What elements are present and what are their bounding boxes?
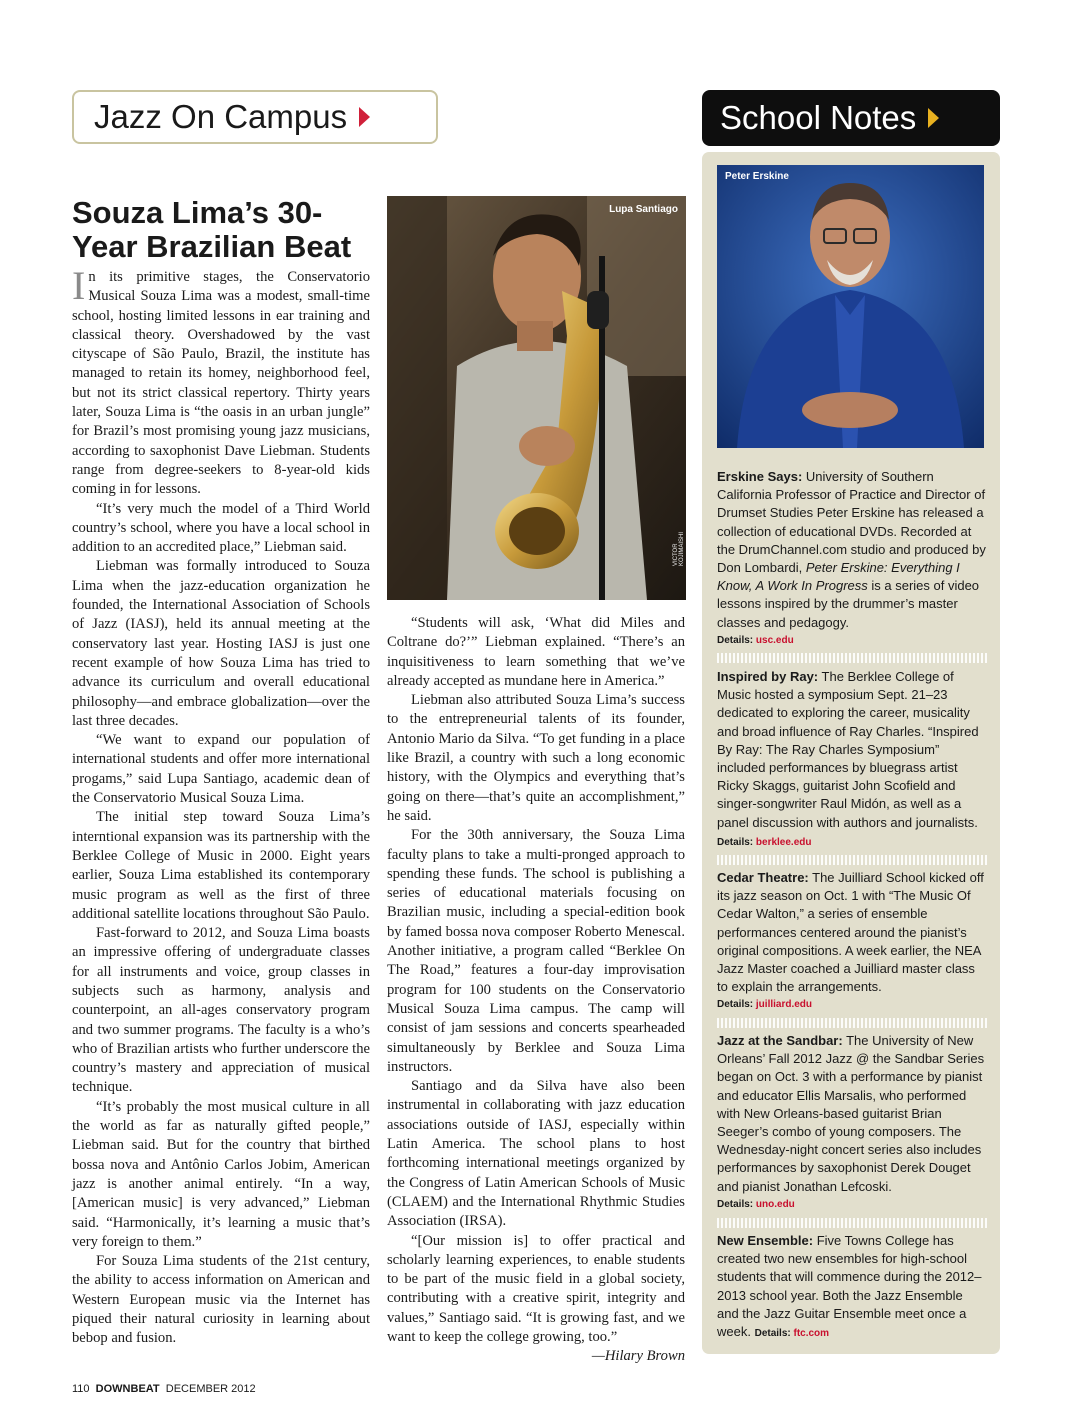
article-paragraph: “It’s probably the most musical culture in all the world as far as naturally gifted people,” Liebman said. But for the country that birthed bossa nova and Antônio Carlos Jobim, American jazz is another animal entirely. “In a way, [American music] is very advanced,” Liebman said. “Harmonically, it’s learning a music that’s very foreign to them.” [72,1098,370,1250]
divider [717,653,987,663]
note-details [717,996,987,1014]
note-details [717,1196,987,1214]
section-header-jazz-on-campus [72,90,438,144]
article-paragraph: Liebman also attributed Souza Lima’s success to the entrepreneurial talents of its founder, Antonio Mario da Silva. “To get funding in a place like Brazil, a country with such a long economic history, with the Olympics and everything that’s going on there—that’s quite an accomplishment,” he said. [387,692,685,824]
page-footer [72,1383,256,1395]
details-label: Details: [717,836,754,848]
divider [717,1018,987,1028]
article-paragraph: Fast-forward to 2012, and Souza Lima boasts an impressive offering of undergraduate classes for all instruments and voice, group classes in subjects such as harmony, analysis and counterpoint, an all-ages conservatory program and two summer programs. The faculty is a who’s who of Brazilian artists who further underscore the country’s mastery and appreciation of musical technique. [72,925,370,1096]
article-paragraph: “Students will ask, ‘What did Miles and Coltrane do?’” Liebman explained. “There’s an inquisitiveness to learn something that we’ve already accepted as mundane here in America.” [387,615,685,689]
photo-caption: Peter Erskine [725,171,789,182]
photo-caption: Lupa Santiago [609,204,678,215]
section-title: Jazz On Campus [94,98,348,135]
note-item [717,468,987,650]
note-title: Inspired by Ray: [717,669,819,684]
section-header-school-notes [702,90,1000,146]
article-paragraph: “It’s very much the model of a Third World country’s school, where you have a local school in addition to an accredited place,” Liebman said. [72,500,370,556]
drop-cap: I [72,263,86,308]
issue-date: DECEMBER 2012 [165,1383,256,1395]
note-item [717,1032,987,1214]
article-paragraph: Santiago and da Silva have also been instrumental in collaborating with jazz education associations outside of IASJ, especially within Latin America. The school plans to host forthcoming international meetings organized by the Congress of Latin American Schools of Music (CLAEM) and the International Rhythmic Studies Association (IRSA). [387,1078,685,1230]
article-paragraph: The initial step toward Souza Lima’s interntional expansion was its partnership with the Berklee College of Music in 2000. Eight years earlier, Souza Lima established its contemporary music program as well as the first of three additional satellite locations throughout São Paulo. [72,809,370,922]
note-item [717,668,987,852]
details-label: Details: [754,1328,791,1340]
byline: —Hilary Brown [591,1348,685,1365]
note-title: Erskine Says: [717,469,803,484]
article-paragraph: Liebman was formally introduced to Souza Lima when the jazz-education organization he founded, the International Association of Schools of Jazz (IASJ), held its annual meeting at the conservatory last year. Hosting IASJ is just one recent example of how Souza Lima has tried to advance its curriculum and overall educational philosophy—and embrace globalization—over the last three decades. [72,558,370,729]
photo-lupa-santiago [387,196,686,600]
divider [717,855,987,865]
portrait-illustration [717,165,984,448]
section-title: School Notes [720,99,917,136]
note-title: New Ensemble: [717,1233,814,1248]
divider [717,1218,987,1228]
details-label: Details: [717,999,754,1011]
note-body: The University of New Orleans’ Fall 2012 Jazz @ the Sandbar Series began on Oct. 3 with a performance by pianist and educator Ellis Marsalis, who performed with New Orleans-based guitarist Brian Seeger’s combo of young composers. The Wednesday-night concert series also includes performances by saxophonist Derek Douget and pianist Jonathan Lefcoski. [717,1033,985,1194]
details-link[interactable]: berklee.edu [755,836,812,848]
note-details [755,1328,829,1339]
note-body: University of Southern California Professor of Practice and Director of Drumset Studies Peter Erskine has released a collection of educational DVDs. Recorded at the DrumChannel.com studio and produced by Don Lombardi, [717,469,986,576]
note-body: The Berklee College of Music hosted a symposium Sept. 21–23 dedicated to exploring the career, musicality and broad influence of Ray Charles. “Inspired By Ray: The Ray Charles Symposium” included performances by bluegrass artist Ricky Skaggs, guitarist John Scofield and singer-songwriter Raul Midón, as well as a panel discussion with authors and journalists. [717,669,979,830]
note-item [717,1232,987,1343]
details-link[interactable]: juilliard.edu [755,999,813,1011]
note-body: The Juilliard School kicked off its jazz season on Oct. 1 with “The Music Of Cedar Walton,” a series of ensemble performances centered around the pianist’s original compositions. A week earlier, the NEA Jazz Master coached a Juilliard master class to explain the arrangements. [717,870,984,995]
article-paragraph: “We want to expand our population of international students and offer more international progams,” said Lupa Santiago, academic dean of the Conservatorio Musical Souza Lima. [72,732,370,807]
article-headline: Souza Lima’s 30-Year Brazilian Beat [72,195,352,264]
details-link[interactable]: uno.edu [755,1198,795,1210]
note-title: Jazz at the Sandbar: [717,1033,843,1048]
note-body-italic: Peter Erskine: Everything I Know, A Work In Progress [717,560,960,594]
saxophonist-illustration [387,196,686,600]
details-link[interactable]: ftc.com [793,1328,830,1340]
note-item [717,869,987,1015]
magazine-name: DOWNBEAT [95,1383,160,1395]
article-paragraph: “[Our mission is] to offer practical and scholarly learning experiences, to enable students to be part of the music field in a global society, contributing with a creative spirit, integrity and values,” Santiago said. “It is growing fast, and we want to keep the college growing, too.” [387,1232,685,1345]
note-details [717,632,987,650]
details-label: Details: [717,634,754,646]
note-details [717,837,812,848]
details-link[interactable]: usc.edu [755,634,794,646]
arrow-right-icon [928,108,939,128]
article-column-2 [387,614,685,1367]
article-paragraph [72,263,370,500]
note-title: Cedar Theatre: [717,870,809,885]
note-body: is a series of video lessons inspired by the drummer’s master classes and pedagogy. [717,578,980,630]
note-body: Five Towns College has created two new ensembles for high-school students that will commence during the 2012–2013 school year. Both the Jazz Ensemble and the Jazz Guitar Ensemble meet once a week. [717,1233,982,1340]
arrow-right-icon [359,107,370,127]
article-column-1 [72,263,370,1349]
photo-credit: VICTOR KOJIMAISHI [673,531,685,566]
page-number: 110 [72,1383,90,1395]
paragraph-text: n its primitive stages, the Conservatorio Musical Souza Lima was a modest, small-time school, hosting limited lessons in ear training and classical theory. Overshadowed by the vast cityscape of São Paulo, Brazil, the institute has managed to retain its homey, neighborhood feel, but not its strict classical repertory. Thirty years later, Souza Lima is “the oasis in an urban jungle” for Brazil’s most promising young jazz musicians, according to saxophonist Dave Liebman. Students range from degree-seekers to 8-year-old kids coming in for lessons. [72,269,370,498]
details-label: Details: [717,1198,754,1210]
article-paragraph: For Souza Lima students of the 21st century, the ability to access information on American and Western European music via the Internet has piqued their natural curiosity in learning about bebop and fusion. [72,1253,370,1347]
article-paragraph: For the 30th anniversary, the Souza Lima faculty plans to take a multi-pronged approach to spending these funds. The school is publishing a series of educational materials focusing on Brazilian music, including a special-edition book by famed bossa nova composer Roberto Menescal. Another initiative, a program called “Berklee On The Road,” features a four-day improvisation program for 100 students on the Conservatorio Musical Souza Lima campus. The camp will consist of jam sessions and concerts spearheaded simultaneously by Berklee and Souza Lima instructors. [387,827,685,1075]
photo-peter-erskine [717,165,984,448]
